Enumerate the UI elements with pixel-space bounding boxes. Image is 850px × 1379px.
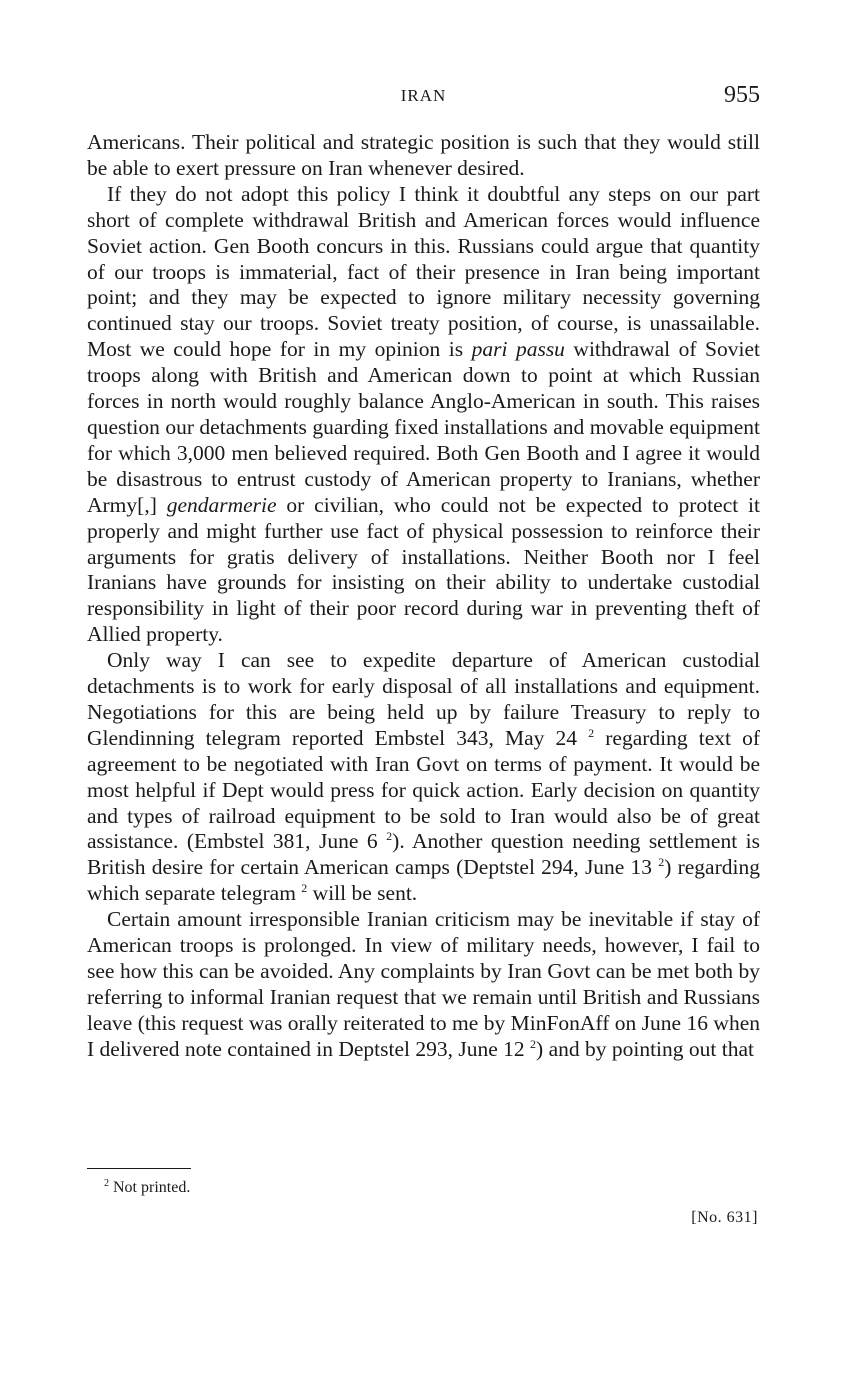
text-run: will be sent. <box>307 881 418 906</box>
footnote-mark: 2 <box>104 1178 109 1189</box>
footnote <box>104 1179 190 1197</box>
text-run: or civilian, who could not be expected to protect it properly and might further use fact of physical possession to reinforce their arguments for gratis delivery of installations. Neither Booth nor I feel Iranians have grounds for insisting on their ability to undertake custodial responsibility in light of their poor record during war in preventing theft of Allied property. <box>87 492 760 647</box>
footnote-reference: 2 <box>588 725 595 740</box>
text-run: regarding text of agreement to be negotiated with Iran Govt on terms of payment. It would be most helpful if Dept would press for quick action. Early decision on quantity and types of railroad equipment to be sold to Iran would also be of great assistance. (Embstel 381, June 6 <box>87 725 760 854</box>
paragraph <box>87 907 760 1062</box>
footnote-divider <box>87 1168 191 1169</box>
footnote-text: Not printed. <box>113 1179 191 1196</box>
text-run: ). Another question needing settlement is British desire for certain American camps (Deptstel 294, June 13 <box>87 829 760 880</box>
paragraph <box>87 182 760 648</box>
text-run: ) regarding which separate telegram <box>87 855 760 906</box>
text-run: Only way I can see to expedite departure of American custodial detachments is to work for early disposal of all installations and equipment. Negotiations for this are being held up by failure Treasury to reply to Glendinning telegram reported Embstel 343, May 24 <box>87 648 760 750</box>
paragraph <box>87 130 760 182</box>
document-number: [No. 631] <box>691 1209 758 1226</box>
italic-text: gendarmerie <box>166 492 277 517</box>
running-head <box>87 84 760 114</box>
footnote-reference: 2 <box>301 881 308 896</box>
footnote-reference: 2 <box>386 829 393 844</box>
text-run: ) and by pointing out that <box>536 1036 754 1061</box>
footnote-reference: 2 <box>658 855 665 870</box>
italic-text: pari passu <box>471 337 565 362</box>
text-run: withdrawal of Soviet troops along with British and American down to point at which Russian forces in north would roughly balance Anglo-American in south. This raises question our detachments guarding fixed installations and movable equipment for which 3,000 men believed required. Both Gen Booth and I agree it would be disastrous to entrust custody of American property to Iranians, whether Army[,] <box>87 337 761 517</box>
text-run: Americans. Their political and strategic position is such that they would still be able to exert pressure on Iran whenever desired. <box>87 130 760 180</box>
text-run: If they do not adopt this policy I think it doubtful any steps on our part short of complete withdrawal British and American forces would influence Soviet action. Gen Booth concurs in this. Russians could argue that quantity of our troops is immaterial, fact of their presence in Iran being important point; and they may be expected to ignore military necessity governing continued stay our troops. Soviet treaty position, of course, is unassailable. Most we could hope for in my opinion is <box>87 181 760 362</box>
running-title: IRAN <box>400 86 447 105</box>
body-text <box>87 130 760 1063</box>
page-number: 955 <box>724 82 760 108</box>
text-run: Certain amount irresponsible Iranian criticism may be inevitable if stay of American troops is prolonged. In view of military needs, however, I fail to see how this can be avoided. Any complaints by Iran Govt can be met both by referring to informal Iranian request that we remain until British and Russians leave (this request was orally reiterated to me by MinFonAff on June 16 when I delivered note contained in Deptstel 293, June 12 <box>87 907 760 1061</box>
footnote-reference: 2 <box>530 1036 537 1051</box>
paragraph <box>87 648 760 907</box>
